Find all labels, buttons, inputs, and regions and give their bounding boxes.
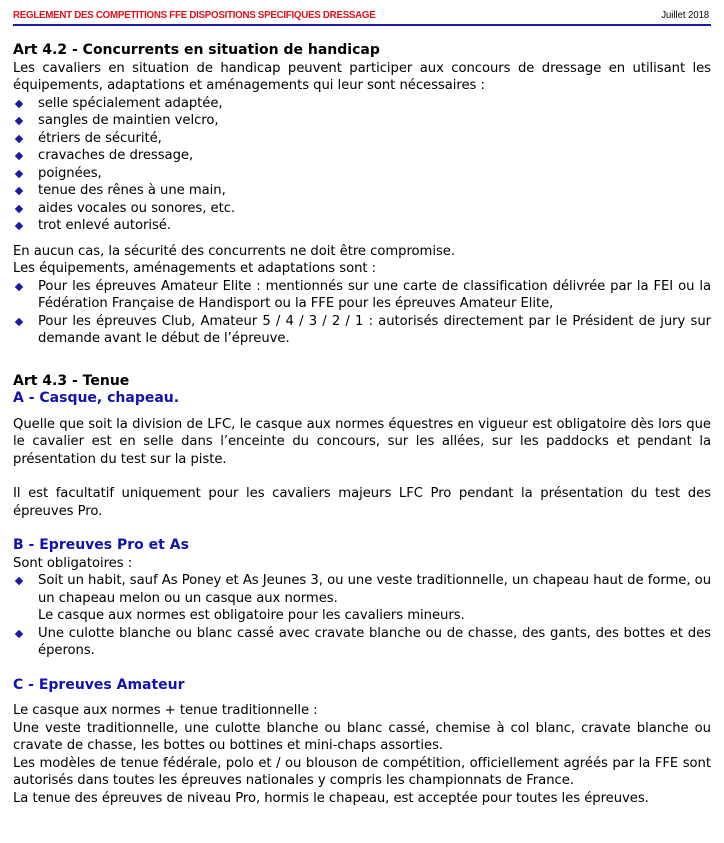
diamond-bullet-icon xyxy=(15,204,23,212)
equipment-list xyxy=(13,95,711,235)
diamond-bullet-icon xyxy=(15,317,23,325)
page-header xyxy=(13,7,711,26)
list-item: cravaches de dressage, xyxy=(13,147,711,165)
document-body xyxy=(13,42,711,807)
art42-paragraph-1: En aucun cas, la sécurité des concurrents ne doit être compromise. xyxy=(13,243,455,259)
subsection-heading-c: C - Epreuves Amateur xyxy=(13,676,185,693)
secC-paragraph-1: Le casque aux normes + tenue traditionnelle : xyxy=(13,703,318,718)
list-item: Une culotte blanche ou blanc cassé avec cravate blanche ou de chasse, des gants, des bottes et des éperons. xyxy=(13,625,711,660)
secC-paragraph-2: Une veste traditionnelle, une culotte blanche ou blanc cassé, chemise à col blanc, cravate blanche ou cravate de chasse, les bottes ou bottines et mini-chaps assorties. xyxy=(13,720,711,753)
diamond-bullet-icon xyxy=(15,134,23,142)
art42-paragraph-2: Les équipements, aménagements et adaptations sont : xyxy=(13,261,377,276)
secC-paragraph-3: Les modèles de tenue fédérale, polo et / ou blouson de compétition, officiellement agréés par la FFE sont autorisés dans toutes les épreuves nationales y compris les championnats de France. xyxy=(13,755,711,788)
list-item: Soit un habit, sauf As Poney et As Jeunes 3, ou une veste traditionnelle, un chapeau haut de forme, ou un chapeau melon ou un casque aux normes. Le casque aux normes est obligatoire pour les cavaliers mineurs. xyxy=(13,572,711,625)
pro-as-list xyxy=(13,572,711,660)
list-item: selle spécialement adaptée, xyxy=(13,95,711,113)
secC-paragraph-4: La tenue des épreuves de niveau Pro, hormis le chapeau, est acceptée pour toutes les épreuves. xyxy=(13,790,649,806)
diamond-bullet-icon xyxy=(15,169,23,177)
diamond-bullet-icon xyxy=(15,222,23,230)
section-heading-art-4-2: Art 4.2 - Concurrents en situation de handicap xyxy=(13,42,380,58)
diamond-bullet-icon xyxy=(15,282,23,290)
list-item: aides vocales ou sonores, etc. xyxy=(13,200,711,218)
secA-paragraph-1: Quelle que soit la division de LFC, le casque aux normes équestres en vigueur est obligatoire dès lors que le cavalier est en selle dans l’enceinte du concours, sur les allées, sur les paddocks et pendant la présentation du test sur la piste. xyxy=(13,416,711,467)
list-item: étriers de sécurité, xyxy=(13,130,711,148)
list-item: tenue des rênes à une main, xyxy=(13,182,711,200)
authorization-list xyxy=(13,278,711,348)
diamond-bullet-icon xyxy=(15,577,23,585)
diamond-bullet-icon xyxy=(15,117,23,125)
list-item: trot enlevé autorisé. xyxy=(13,217,711,235)
art42-intro: Les cavaliers en situation de handicap peuvent participer aux concours de dressage en utilisant les équipements, adaptations et aménagements qui leur sont nécessaires : xyxy=(13,60,711,93)
list-item: Pour les épreuves Amateur Elite : mentionnés sur une carte de classification délivrée par la FEI ou la Fédération Française de Handisport ou la FFE pour les épreuves Amateur Elite, xyxy=(13,278,711,313)
section-heading-art-4-3: Art 4.3 - Tenue xyxy=(13,372,130,389)
diamond-bullet-icon xyxy=(15,152,23,160)
secB-intro: Sont obligatoires : xyxy=(13,555,133,571)
diamond-bullet-icon xyxy=(15,629,23,637)
list-item: sangles de maintien velcro, xyxy=(13,112,711,130)
header-title: REGLEMENT DES COMPETITIONS FFE DISPOSITIONS SPECIFIQUES DRESSAGE xyxy=(13,9,376,21)
secA-paragraph-2: Il est facultatif uniquement pour les cavaliers majeurs LFC Pro pendant la présentation du test des épreuves Pro. xyxy=(13,486,711,519)
diamond-bullet-icon xyxy=(15,99,23,107)
subsection-heading-a: A - Casque, chapeau. xyxy=(13,390,180,406)
list-item: Pour les épreuves Club, Amateur 5 / 4 / 3 / 2 / 1 : autorisés directement par le Président de jury sur demande avant le début de l’épreuve. xyxy=(13,313,711,348)
diamond-bullet-icon xyxy=(15,187,23,195)
subsection-heading-b: B - Epreuves Pro et As xyxy=(13,537,189,553)
header-date: Juillet 2018 xyxy=(661,9,709,21)
list-item: poignées, xyxy=(13,165,711,183)
